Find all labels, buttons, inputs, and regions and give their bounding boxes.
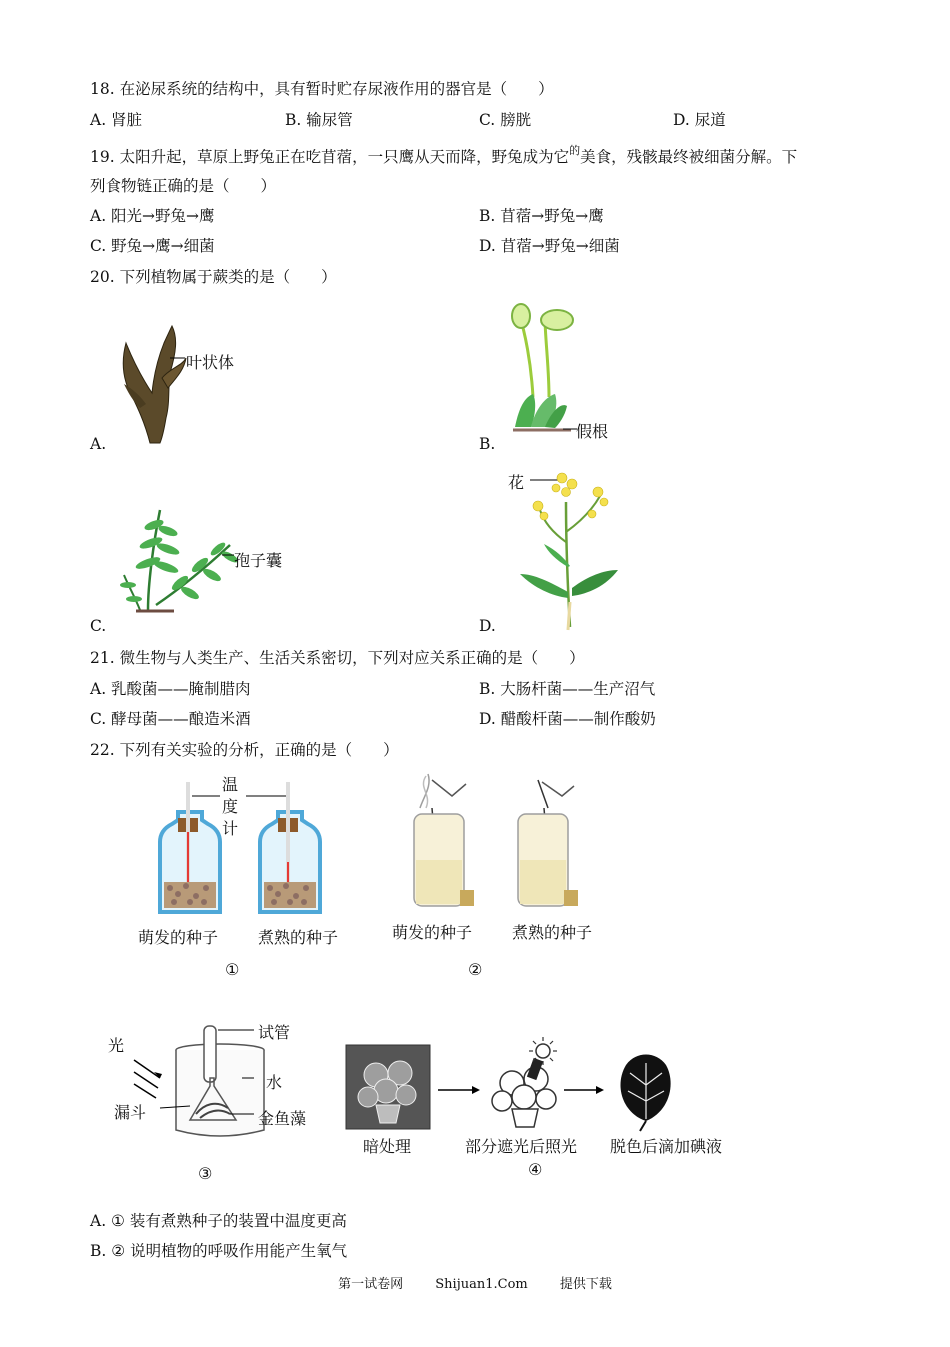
footer-site-cn: 第一试卷网 <box>338 1277 404 1292</box>
moss-illustration <box>505 302 645 442</box>
q22-stem: 22. 下列有关实验的分析，正确的是（ ） <box>90 741 399 759</box>
q20-stem: 20. 下列植物属于蕨类的是（ ） <box>90 268 337 286</box>
fig2-boiled-label: 煮熟的种子 <box>512 923 593 942</box>
fig4-dark-label: 暗处理 <box>363 1137 412 1156</box>
q21-option-b: B. 大肠杆菌——生产沼气 <box>479 680 656 698</box>
q19-option-c: C. 野兔→鹰→细菌 <box>90 237 215 255</box>
flower-label: 花 <box>508 473 525 492</box>
fig4-number: ④ <box>528 1160 543 1179</box>
fig3-tube-label: 试管 <box>258 1023 291 1042</box>
q18-option-c: C. 膀胱 <box>479 111 532 129</box>
q19-option-d: D. 苜蓿→野兔→细菌 <box>479 237 620 255</box>
fig1-germinating-label: 萌发的种子 <box>138 928 219 947</box>
thermos-experiment-figure <box>150 772 350 922</box>
q21-option-c: C. 酵母菌——酿造米酒 <box>90 710 251 728</box>
fig3-funnel-label: 漏斗 <box>114 1103 147 1122</box>
fig2-germinating-label: 萌发的种子 <box>392 923 473 942</box>
q20-option-a: A. <box>90 435 107 453</box>
q19-option-a: A. 阳光→野兔→鹰 <box>90 207 215 225</box>
q22-option-a: A. ① 装有煮熟种子的装置中温度更高 <box>90 1212 347 1230</box>
fig3-number: ③ <box>198 1164 213 1183</box>
q22-option-b: B. ② 说明植物的呼吸作用能产生氧气 <box>90 1242 348 1260</box>
q20-option-c: C. <box>90 617 107 635</box>
fig3-light-label: 光 <box>108 1036 125 1055</box>
q19-stem-line1: 19. 太阳升起，草原上野兔正在吃苜蓿，一只鹰从天而降，野兔成为它$^的$美食，残骸最终被细菌分解。下 <box>90 144 798 166</box>
q18-option-d: D. 尿道 <box>673 111 726 129</box>
page-footer <box>0 1273 950 1292</box>
fig4-iodine-label: 脱色后滴加碘液 <box>610 1137 723 1156</box>
fern-label: 孢子囊 <box>234 551 283 570</box>
q18-option-b: B. 输尿管 <box>285 111 353 129</box>
fig3-plant-label: 金鱼藻 <box>258 1109 307 1128</box>
algae-label: 叶状体 <box>186 353 235 372</box>
q21-option-d: D. 醋酸杆菌——制作酸奶 <box>479 710 656 728</box>
moss-label: 假根 <box>576 422 609 441</box>
fig3-water-label: 水 <box>266 1073 283 1092</box>
thermometer-label: 温 度 计 <box>222 775 239 838</box>
q19-stem-line2: 列食物链正确的是（ ） <box>90 177 277 195</box>
q18-stem: 18. 在泌尿系统的结构中，具有暂时贮存尿液作用的器官是（ ） <box>90 80 554 98</box>
fig1-number: ① <box>225 960 240 979</box>
q21-option-a: A. 乳酸菌——腌制腊肉 <box>90 680 251 698</box>
fig1-boiled-label: 煮熟的种子 <box>258 928 339 947</box>
jar-candle-experiment-figure <box>398 768 618 918</box>
footer-site-en: Shijuan1.Com <box>435 1277 528 1292</box>
q18-option-a: A. 肾脏 <box>90 111 143 129</box>
footer-provide: 提供下载 <box>559 1277 612 1292</box>
algae-illustration <box>110 318 280 450</box>
leaf-starch-experiment-figure <box>340 1035 720 1135</box>
fig4-light-label: 部分遮光后照光 <box>465 1137 578 1156</box>
q19-option-b: B. 苜蓿→野兔→鹰 <box>479 207 604 225</box>
q20-option-d: D. <box>479 617 496 635</box>
q20-option-b: B. <box>479 435 496 453</box>
q21-stem: 21. 微生物与人类生产、生活关系密切，下列对应关系正确的是（ ） <box>90 649 585 667</box>
fig2-number: ② <box>468 960 483 979</box>
